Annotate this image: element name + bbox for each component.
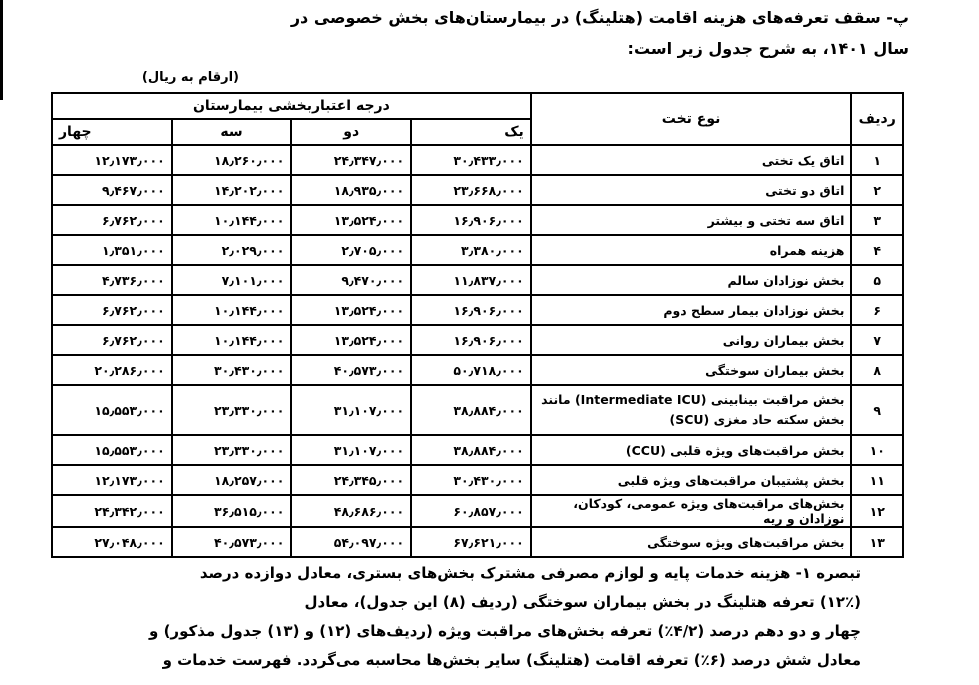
grade-2-cell: ۴۰٫۵۷۳٫۰۰۰ <box>291 355 411 385</box>
grade-3-cell: ۲۳٫۳۳۰٫۰۰۰ <box>172 435 292 465</box>
grade-2-cell: ۱۳٫۵۲۴٫۰۰۰ <box>291 295 411 325</box>
grade-2-cell: ۱۸٫۹۳۵٫۰۰۰ <box>291 175 411 205</box>
row-number-cell: ۷ <box>851 325 903 355</box>
grade-4-cell: ۱۵٫۵۵۳٫۰۰۰ <box>52 385 172 435</box>
grade-4-cell: ۲۰٫۲۸۶٫۰۰۰ <box>52 355 172 385</box>
grade-4-cell: ۱٫۳۵۱٫۰۰۰ <box>52 235 172 265</box>
grade-4-cell: ۱۲٫۱۷۳٫۰۰۰ <box>52 145 172 175</box>
grade-1-cell: ۱۶٫۹۰۶٫۰۰۰ <box>411 205 531 235</box>
grade-4-cell: ۱۲٫۱۷۳٫۰۰۰ <box>52 465 172 495</box>
grade-3-cell: ۱۴٫۲۰۲٫۰۰۰ <box>172 175 292 205</box>
grade-4-cell: ۶٫۷۶۲٫۰۰۰ <box>52 325 172 355</box>
bed-type-cell: بخش مراقبت‌های ویژه سوختگی <box>531 527 852 557</box>
grade-4-cell: ۴٫۷۳۶٫۰۰۰ <box>52 265 172 295</box>
footnote-line: معادل شش درصد (۶٪) تعرفه اقامت (هتلینگ) سایر بخش‌ها محاسبه می‌گردد. فهرست خدمات و <box>162 651 861 669</box>
bed-type-cell: اتاق یک تختی <box>531 145 852 175</box>
header-grade-3: سه <box>172 119 292 145</box>
section-heading-continued: سال ۱۴۰۱، به شرح جدول زیر است: <box>627 39 909 58</box>
bed-type-cell: بخش نوزادان سالم <box>531 265 852 295</box>
table-row <box>52 205 903 235</box>
footnote-line: چهار و دو دهم درصد (۴/۲٪) تعرفه بخش‌های مراقبت ویژه (ردیف‌های (۱۲) و (۱۳) جدول مذکور) و <box>149 622 861 640</box>
grade-1-cell: ۱۱٫۸۳۷٫۰۰۰ <box>411 265 531 295</box>
grade-2-cell: ۵۴٫۰۹۷٫۰۰۰ <box>291 527 411 557</box>
section-heading: پ- سقف تعرفه‌های هزینه اقامت (هتلینگ) در بیمارستان‌های بخش خصوصی در <box>290 8 909 27</box>
row-number-cell: ۲ <box>851 175 903 205</box>
table-row <box>52 265 903 295</box>
bed-type-cell: بخش مراقبت‌های ویژه قلبی (CCU) <box>531 435 852 465</box>
table-row <box>52 465 903 495</box>
bed-type-cell: بخش بیماران سوختگی <box>531 355 852 385</box>
header-bed-type: نوع تخت <box>531 93 852 145</box>
grade-2-cell: ۱۳٫۵۲۴٫۰۰۰ <box>291 205 411 235</box>
grade-2-cell: ۹٫۴۷۰٫۰۰۰ <box>291 265 411 295</box>
grade-1-cell: ۳۰٫۴۳۳٫۰۰۰ <box>411 145 531 175</box>
table-row <box>52 175 903 205</box>
grade-2-cell: ۴۸٫۶۸۶٫۰۰۰ <box>291 495 411 527</box>
row-number-cell: ۱۲ <box>851 495 903 527</box>
table-row <box>52 295 903 325</box>
grade-1-cell: ۱۶٫۹۰۶٫۰۰۰ <box>411 295 531 325</box>
grade-2-cell: ۳۱٫۱۰۷٫۰۰۰ <box>291 435 411 465</box>
table-row <box>52 527 903 557</box>
bed-type-cell: بخش‌های مراقبت‌های ویژه عمومی، کودکان، نوزادان و ریه <box>531 495 852 527</box>
grade-3-cell: ۱۰٫۱۴۴٫۰۰۰ <box>172 325 292 355</box>
grade-1-cell: ۱۶٫۹۰۶٫۰۰۰ <box>411 325 531 355</box>
table-row <box>52 385 903 435</box>
grade-1-cell: ۶۰٫۸۵۷٫۰۰۰ <box>411 495 531 527</box>
table-row <box>52 235 903 265</box>
grade-4-cell: ۶٫۷۶۲٫۰۰۰ <box>52 205 172 235</box>
grade-2-cell: ۲۴٫۳۴۷٫۰۰۰ <box>291 145 411 175</box>
row-number-cell: ۱۱ <box>851 465 903 495</box>
row-number-cell: ۸ <box>851 355 903 385</box>
footnote-line: تبصره ۱- هزینه خدمات پایه و لوازم مصرفی مشترک بخش‌های بستری، معادل دوازده درصد <box>199 564 861 582</box>
table-row <box>52 495 903 527</box>
bed-type-cell: اتاق سه تختی و بیشتر <box>531 205 852 235</box>
row-number-cell: ۳ <box>851 205 903 235</box>
footnote-line: (۱۲٪) تعرفه هتلینگ در بخش بیماران سوختگی (ردیف (۸) این جدول)، معادل <box>304 593 861 611</box>
grade-1-cell: ۳٫۳۸۰٫۰۰۰ <box>411 235 531 265</box>
grade-4-cell: ۶٫۷۶۲٫۰۰۰ <box>52 295 172 325</box>
bed-type-cell: اتاق دو تختی <box>531 175 852 205</box>
grade-3-cell: ۱۰٫۱۴۴٫۰۰۰ <box>172 295 292 325</box>
row-number-cell: ۶ <box>851 295 903 325</box>
table-row <box>52 355 903 385</box>
grade-3-cell: ۳۰٫۴۳۰٫۰۰۰ <box>172 355 292 385</box>
row-number-cell: ۱۳ <box>851 527 903 557</box>
row-number-cell: ۵ <box>851 265 903 295</box>
row-number-cell: ۴ <box>851 235 903 265</box>
grade-2-cell: ۳۱٫۱۰۷٫۰۰۰ <box>291 385 411 435</box>
grade-4-cell: ۲۴٫۳۴۲٫۰۰۰ <box>52 495 172 527</box>
row-number-cell: ۹ <box>851 385 903 435</box>
header-grade-2: دو <box>291 119 411 145</box>
grade-1-cell: ۳۰٫۴۳۰٫۰۰۰ <box>411 465 531 495</box>
tariff-table <box>51 92 904 558</box>
grade-3-cell: ۱۸٫۲۶۰٫۰۰۰ <box>172 145 292 175</box>
unit-note: (ارقام به ریال) <box>141 70 239 85</box>
row-number-cell: ۱ <box>851 145 903 175</box>
grade-3-cell: ۱۰٫۱۴۴٫۰۰۰ <box>172 205 292 235</box>
grade-3-cell: ۲٫۰۲۹٫۰۰۰ <box>172 235 292 265</box>
grade-3-cell: ۱۸٫۲۵۷٫۰۰۰ <box>172 465 292 495</box>
table-row <box>52 435 903 465</box>
grade-3-cell: ۲۳٫۳۳۰٫۰۰۰ <box>172 385 292 435</box>
bed-type-cell: بخش نوزادان بیمار سطح دوم <box>531 295 852 325</box>
row-number-cell: ۱۰ <box>851 435 903 465</box>
bed-type-cell: بخش بیماران روانی <box>531 325 852 355</box>
grade-3-cell: ۷٫۱۰۱٫۰۰۰ <box>172 265 292 295</box>
grade-1-cell: ۶۷٫۶۲۱٫۰۰۰ <box>411 527 531 557</box>
bed-type-cell: بخش پشتیبان مراقبت‌های ویژه قلبی <box>531 465 852 495</box>
grade-4-cell: ۹٫۴۶۷٫۰۰۰ <box>52 175 172 205</box>
header-row-number: ردیف <box>851 93 903 145</box>
grade-1-cell: ۲۳٫۶۶۸٫۰۰۰ <box>411 175 531 205</box>
grade-2-cell: ۱۳٫۵۲۴٫۰۰۰ <box>291 325 411 355</box>
header-accreditation-grade: درجه اعتباربخشی بیمارستان <box>52 93 531 119</box>
grade-3-cell: ۳۶٫۵۱۵٫۰۰۰ <box>172 495 292 527</box>
grade-1-cell: ۳۸٫۸۸۴٫۰۰۰ <box>411 385 531 435</box>
table-row <box>52 325 903 355</box>
bed-type-cell: هزینه همراه <box>531 235 852 265</box>
table-row <box>52 145 903 175</box>
bed-type-cell: بخش مراقبت بینابینی (Intermediate ICU) مانند بخش سکته حاد مغزی (SCU) <box>531 385 852 435</box>
grade-2-cell: ۲۴٫۳۴۵٫۰۰۰ <box>291 465 411 495</box>
header-grade-1: یک <box>411 119 531 145</box>
grade-1-cell: ۳۸٫۸۸۴٫۰۰۰ <box>411 435 531 465</box>
header-grade-4: چهار <box>52 119 172 145</box>
page-edge-line <box>0 0 3 100</box>
grade-4-cell: ۱۵٫۵۵۳٫۰۰۰ <box>52 435 172 465</box>
grade-2-cell: ۲٫۷۰۵٫۰۰۰ <box>291 235 411 265</box>
grade-3-cell: ۴۰٫۵۷۳٫۰۰۰ <box>172 527 292 557</box>
tariff-table-body <box>52 145 903 557</box>
grade-4-cell: ۲۷٫۰۴۸٫۰۰۰ <box>52 527 172 557</box>
grade-1-cell: ۵۰٫۷۱۸٫۰۰۰ <box>411 355 531 385</box>
